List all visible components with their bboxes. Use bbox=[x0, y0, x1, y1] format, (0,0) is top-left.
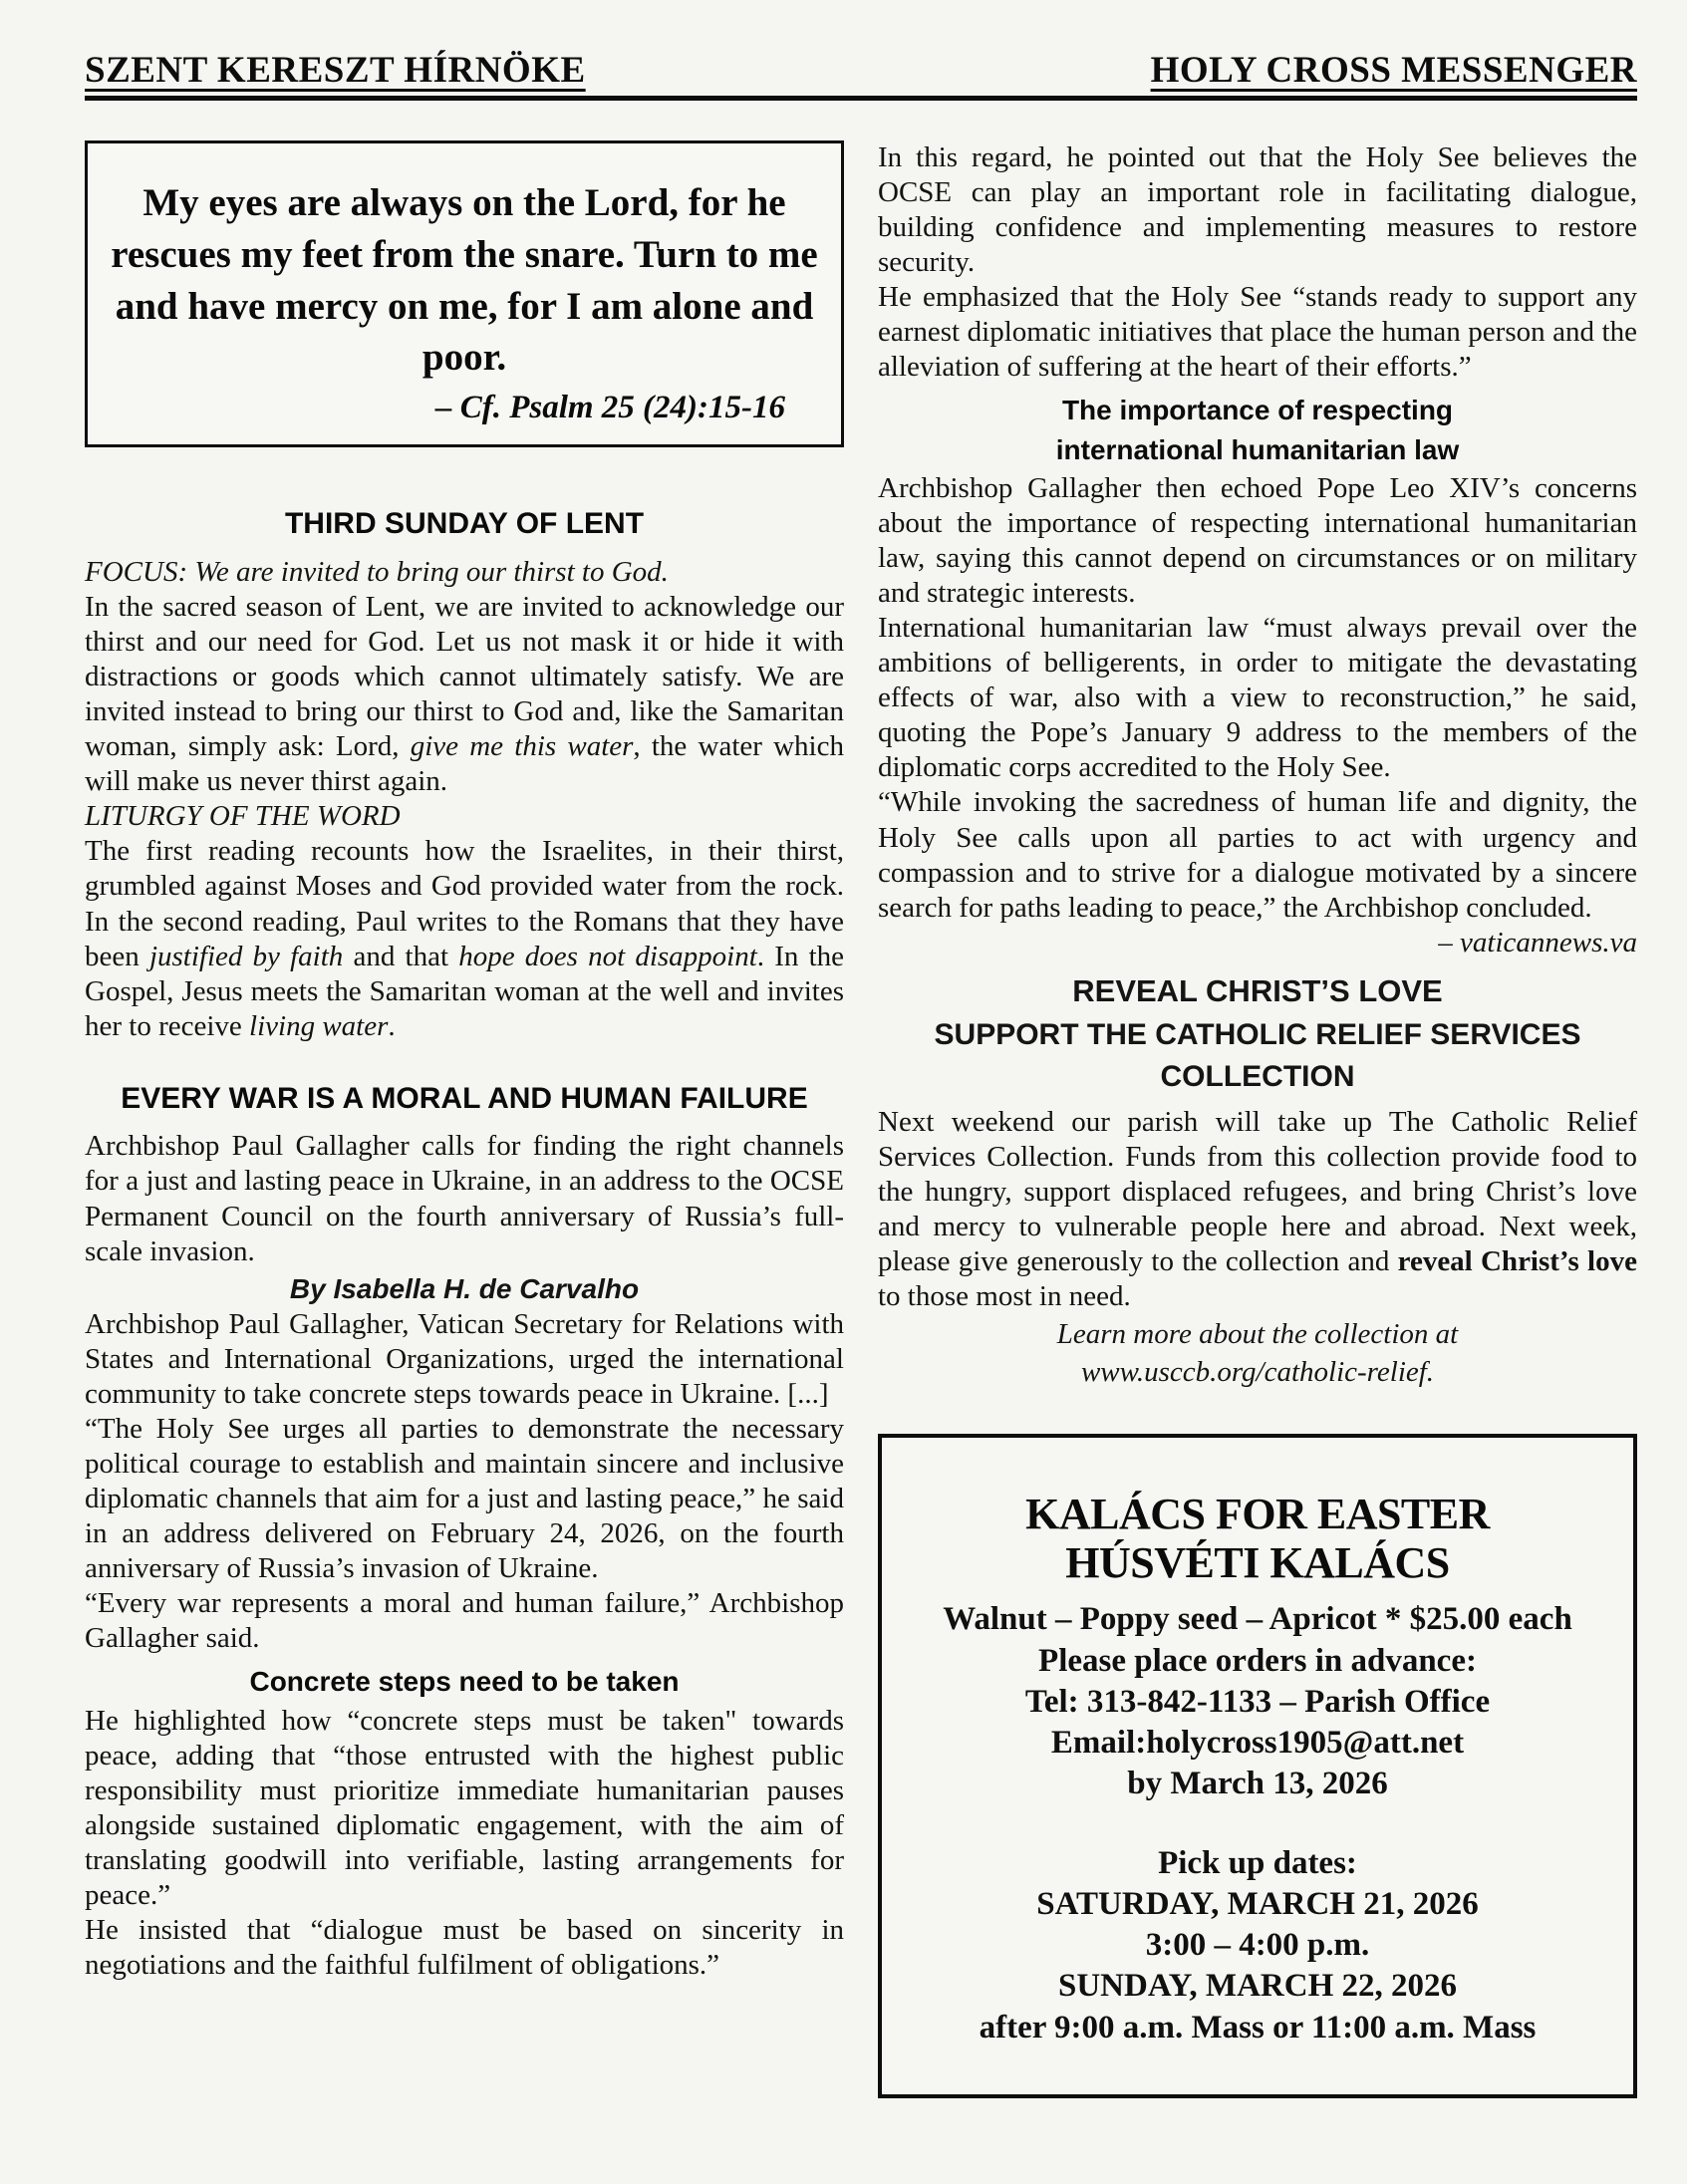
liturgy-paragraph bbox=[85, 834, 844, 1043]
lent-paragraph-1 bbox=[85, 590, 844, 799]
kalacs-pickup-saturday-time: 3:00 – 4:00 p.m. bbox=[1145, 1927, 1370, 1964]
liturgy-text-2: and that bbox=[343, 940, 459, 972]
psalm-quote-attribution: – Cf. Psalm 25 (24):15-16 bbox=[434, 390, 785, 426]
war-paragraph-1: Archbishop Paul Gallagher, Vatican Secretary for Relations with States and International Organizations, urged the international community to take concrete steps towards peace in Ukraine. [...] bbox=[85, 1307, 844, 1410]
subheading-importance-respecting bbox=[878, 391, 1637, 468]
kalacs-pickup-sunday-time: after 9:00 a.m. Mass or 11:00 a.m. Mass bbox=[979, 2009, 1537, 2046]
ihl-paragraph-3 bbox=[878, 785, 1637, 958]
kalacs-email: Email:holycross1905@att.net bbox=[1050, 1725, 1465, 1762]
kalacs-pickup-label: Pick up dates: bbox=[1158, 1844, 1357, 1881]
ihl-p3-text: “While invoking the sacredness of human life and dignity, the Holy See calls upon all parties to act with urgency and compassion and to strive for a dialogue motivated by a sincere search for paths leading to peace,” the Archbishop concluded. bbox=[878, 786, 1637, 924]
masthead bbox=[85, 52, 1637, 101]
vaticannews-attribution: – vaticannews.va bbox=[1438, 926, 1637, 958]
learn-more-line-1: Learn more about the collection at bbox=[1056, 1318, 1459, 1351]
subheading-line-2: international humanitarian law bbox=[1055, 433, 1460, 465]
heading-every-war: EVERY WAR IS A MORAL AND HUMAN FAILURE bbox=[121, 1081, 808, 1115]
left-column bbox=[85, 140, 844, 2098]
lent-p1-text: In the sacred season of Lent, we are invited to acknowledge our thirst and our need for God. Let us not mask it or hide it with distractions or goods which cannot ultimately satisfy. We are invited instead to bring our thirst to God and, like the Samaritan woman, simply ask: Lord, bbox=[85, 590, 844, 763]
ihl-paragraph-1: Archbishop Gallagher then echoed Pope Leo XIV’s concerns about the importance of respecting international humanitarian law, saying this cannot depend on circumstances or on military and strategic interests. bbox=[878, 471, 1637, 609]
kalacs-pickup-sunday: SUNDAY, MARCH 22, 2026 bbox=[1057, 1968, 1457, 2005]
psalm-quote-text: My eyes are always on the Lord, for he rescues my feet from the snare. Turn to me and have mercy on me, for I am alone and poor. bbox=[111, 180, 818, 380]
war-paragraph-4: He highlighted how “concrete steps must be taken" towards peace, adding that “those entrusted with the highest public responsibility must prioritize immediate humanitarian pauses alongside sustained diplomatic engagement, with the aim of translating goodwill into verifiable, lasting arrangements for peace.” bbox=[85, 1704, 844, 1912]
two-column-layout bbox=[85, 140, 1637, 2098]
lent-p1-text-end: , the water which will make us never thirst again. bbox=[85, 730, 844, 798]
war-byline: By Isabella H. de Carvalho bbox=[289, 1272, 640, 1304]
war-intro-paragraph: Archbishop Paul Gallagher calls for finding the right channels for a just and lasting peace in Ukraine, in an address to the OCSE Permanent Council on the fourth anniversary of Russia’s full-scale invasion. bbox=[85, 1130, 844, 1267]
crs-text-2: to those most in need. bbox=[878, 1280, 1131, 1313]
heading-third-sunday-of-lent: THIRD SUNDAY OF LENT bbox=[284, 507, 645, 541]
lent-p1-italic: give me this water bbox=[410, 730, 634, 763]
heading-reveal-christs-love: REVEAL CHRIST’S LOVE bbox=[1072, 972, 1443, 1008]
crs-bold-phrase: reveal Christ’s love bbox=[1397, 1245, 1637, 1278]
liturgy-italic-3: living water bbox=[249, 1009, 389, 1042]
ihl-paragraph-2: International humanitarian law “must always prevail over the ambitions of belligerents, in order to mitigate the devastating effects of war, also with a view to reconstruction,” he said, quoting the Pope’s January 9 address to the members of the diplomatic corps accredited to the Holy See. bbox=[878, 612, 1637, 784]
kalacs-orders-advance: Please place orders in advance: bbox=[1038, 1642, 1477, 1679]
liturgy-text-1: The first reading recounts how the Israelites, in their thirst, grumbled against Moses and God provided water from the rock. In the second reading, Paul writes to the Romans that they have been bbox=[85, 835, 844, 972]
masthead-title-english: HOLY CROSS MESSENGER bbox=[1150, 50, 1637, 91]
liturgy-italic-1: justified by faith bbox=[148, 940, 344, 972]
subheading-support-crs-collection: SUPPORT THE CATHOLIC RELIEF SERVICES COLLECTION bbox=[934, 1018, 1581, 1093]
crs-text-1: Next weekend our parish will take up The Catholic Relief Services Collection. Funds from this collection provide food to the hungry, support displaced refugees, and bring Christ’s love and mercy to vulnerable people here and abroad. Next week, please give generously to the collection and bbox=[878, 1105, 1637, 1278]
liturgy-of-the-word-label: LITURGY OF THE WORD bbox=[85, 800, 401, 833]
war-paragraph-2: “The Holy See urges all parties to demonstrate the necessary political courage to establish and maintain sincere and inclusive diplomatic channels that aim for a just and lasting peace,” he said in an address delivered on February 24, 2026, on the fourth anniversary of Russia’s invasion of Ukraine. bbox=[85, 1412, 844, 1585]
kalacs-pickup-saturday: SATURDAY, MARCH 21, 2026 bbox=[1036, 1885, 1479, 1922]
holy-see-paragraph-2: He emphasized that the Holy See “stands ready to support any earnest diplomatic initiatives that place the human person and the alleviation of suffering at the heart of their efforts.” bbox=[878, 281, 1637, 384]
war-paragraph-5: He insisted that “dialogue must be based on sincerity in negotiations and the faithful fulfilment of obligations.” bbox=[85, 1914, 844, 1982]
subheading-concrete-steps: Concrete steps need to be taken bbox=[249, 1666, 680, 1698]
subheading-line-1: The importance of respecting bbox=[1061, 395, 1454, 426]
right-column bbox=[878, 140, 1637, 2098]
kalacs-phone: Tel: 313-842-1133 – Parish Office bbox=[1024, 1683, 1491, 1720]
psalm-quote-box bbox=[85, 140, 844, 447]
lent-focus-line: FOCUS: We are invited to bring our thirst to God. bbox=[85, 555, 669, 588]
liturgy-text-4: . bbox=[388, 1009, 396, 1042]
crs-paragraph bbox=[878, 1105, 1637, 1314]
war-paragraph-3: “Every war represents a moral and human failure,” Archbishop Gallagher said. bbox=[85, 1587, 844, 1655]
kalacs-title-line-1: KALÁCS FOR EASTER bbox=[1025, 1489, 1490, 1538]
kalacs-deadline: by March 13, 2026 bbox=[1127, 1766, 1388, 1802]
liturgy-italic-2: hope does not disappoint bbox=[458, 940, 757, 972]
masthead-title-hungarian: SZENT KERESZT HÍRNÖKE bbox=[85, 50, 586, 91]
liturgy-text-3: . In the Gospel, Jesus meets the Samaritan woman at the well and invites her to receive bbox=[85, 940, 844, 1042]
kalacs-flavors-price: Walnut – Poppy seed – Apricot * $25.00 each bbox=[943, 1601, 1572, 1638]
kalacs-title-line-2: HÚSVÉTI KALÁCS bbox=[1065, 1538, 1450, 1588]
crs-learn-more bbox=[878, 1316, 1637, 1391]
holy-see-paragraph-1: In this regard, he pointed out that the Holy See believes the OCSE can play an important role in facilitating dialogue, building confidence and implementing measures to restore security. bbox=[878, 140, 1637, 279]
learn-more-line-2: www.usccb.org/catholic-relief. bbox=[1080, 1356, 1435, 1389]
kalacs-easter-ad-box bbox=[878, 1434, 1637, 2098]
